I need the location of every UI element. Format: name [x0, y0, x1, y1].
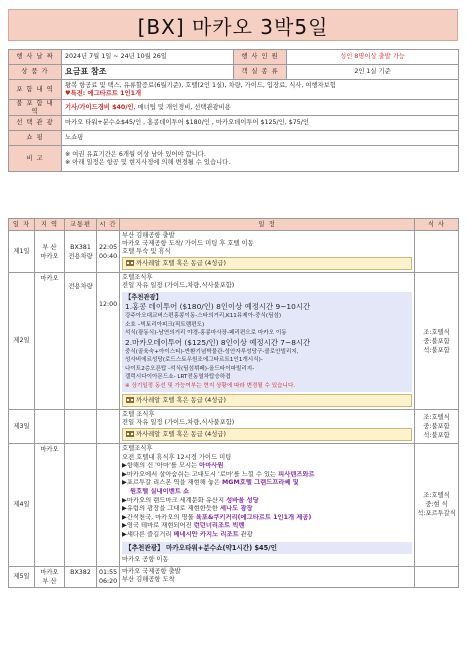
remark-line: ※ 여권 유효기간은 6개월 이상 남아 있어야 합니다. — [65, 151, 206, 158]
itinerary-cell — [120, 410, 415, 444]
meal-lunch: 중:불포함 — [423, 337, 450, 345]
itinerary-line: 전일 자유 일정 (가이드,차량,식사불포함) — [122, 419, 235, 426]
product-label: 상 품 가 — [9, 65, 62, 80]
region: 마카오 — [40, 252, 59, 260]
col-day: 일 자 — [9, 219, 35, 231]
region: 부 산 — [42, 243, 57, 251]
sight-text: ▶섀다른 즐길거리 — [122, 530, 174, 538]
include-special: ♥특전: 에그타르트 1인1개 — [65, 89, 142, 97]
col-region: 지 역 — [35, 219, 65, 231]
meal-lunch: 중:현 식 — [425, 501, 448, 509]
col-meal: 식 사 — [415, 219, 459, 231]
sight-text: 관광 — [238, 530, 253, 538]
min-value: 성인 8명이상 출발 가능 — [287, 50, 459, 65]
include-value — [62, 80, 459, 100]
itinerary-line: 마카오 공항 이동 — [122, 556, 169, 564]
sight-line — [122, 505, 412, 514]
region-cell — [35, 410, 65, 444]
guide-fee: 기사/가이드경비 $40/인 — [65, 103, 134, 111]
meal-cell — [415, 273, 459, 410]
sight-line — [122, 497, 412, 506]
option-detail: 갤럭시다이아몬드쇼- LRT전동열차탑승하겹 — [125, 374, 231, 380]
time-cell — [97, 231, 120, 273]
day-cell: 제5일 — [9, 566, 35, 587]
option-detail: 소호 –빅토리아피크(픽트램편도) — [125, 321, 205, 328]
meal-cell — [415, 231, 459, 273]
sight-line — [122, 462, 412, 471]
region: 부 산 — [42, 577, 57, 585]
exclude-value — [62, 100, 459, 116]
sight-line — [122, 531, 412, 540]
col-itinerary: 일 정 — [120, 219, 415, 231]
itinerary-cell — [120, 273, 415, 410]
sight-line — [122, 522, 412, 531]
schedule-header — [9, 219, 459, 231]
sight-text: ▶포르투갈 리스본 역을 재현해 놓은 — [122, 479, 223, 487]
page-title: [BX] 마카오 3박5일 — [8, 9, 458, 41]
meal-cell — [415, 566, 459, 587]
region: 마카오 — [40, 568, 59, 576]
schedule-table — [8, 218, 459, 588]
option-detail: 석식(광동식)-남연의거리 야경-홍콩마사장-페리편으로 마카오 이동 — [125, 330, 287, 336]
recommended-tour-box: 【추천관광】 마카오타워+분수쇼(약1시간) $45/인 — [122, 542, 412, 555]
itinerary-cell — [120, 444, 415, 567]
sight-text: ▶영국 테마로 재현되어진 — [122, 522, 194, 530]
day-cell: 제4일 — [9, 444, 35, 567]
itinerary-line: 마카오 국제공항 출발 — [122, 567, 181, 575]
option-title: 【추천관광】 — [125, 294, 162, 301]
option-label: 선 택 관 광 — [9, 116, 62, 131]
hotel-box — [122, 394, 412, 407]
day-cell: 제1일 — [9, 231, 35, 273]
itinerary-line: 호텔조식후 — [122, 274, 153, 281]
meal-lunch: 중:불포함 — [423, 423, 450, 430]
itinerary-line: 마카오 국제공항 도착/ 가이드 미팅 후 호텔 이동 — [122, 240, 254, 247]
option-detail: 강주아오대교버스편홍콩이동-스타의거리,K11뮤제아-중식(딤섬) — [125, 313, 282, 319]
sight-highlight: 아마사원 — [199, 462, 224, 470]
shopping-value: 노쇼핑 — [62, 131, 459, 146]
itinerary-line: 부산 김해공항 출발 — [122, 232, 175, 239]
table-row — [9, 444, 459, 567]
sight-text: ▶유럽의 광장을 그대로 재현한듯한 — [122, 505, 221, 513]
time-cell — [97, 410, 120, 444]
hotel-box — [122, 257, 412, 270]
sight-highlight: 원호텔 실내이벤트 쇼 — [130, 487, 190, 495]
vehicle: 전용차량 — [68, 252, 93, 260]
table-row — [9, 566, 459, 587]
sight-highlight: 피사덴즈와르 — [278, 470, 315, 478]
transport-cell — [65, 444, 97, 567]
day-cell: 제2일 — [9, 273, 35, 410]
time-cell — [97, 444, 120, 567]
itinerary-line: 호텔 조식후 — [122, 411, 155, 418]
meal-dinner: 석:불포함 — [423, 346, 450, 354]
sight-highlight: 세나도 광장 — [220, 505, 253, 513]
sight-line — [122, 514, 412, 523]
region-cell: 마카오 — [35, 273, 65, 410]
sight-text: ▶마카오에서 살아숨쉬는 고대도시 '로마'를 느낄 수 있는 — [122, 470, 279, 478]
shopping-label: 쇼 핑 — [9, 131, 62, 146]
transport-cell: 전용차량 — [65, 273, 97, 410]
option-tour-1: 1.홍콩 데이투어 ($180/인) 8인이상 예정시간 9~10시간 — [125, 302, 311, 311]
option-detail: 나이트2층오픈탑 -석식(딤섬뷔페)-올드타이파빌리지- — [125, 365, 255, 372]
time: 00:40 — [99, 252, 118, 260]
option-tour-2: 2.마카오데이투어 ($125/인) 8인이상 예정시간 7~8시간 — [125, 337, 311, 347]
itinerary-line: 부산 김해공항 도착 — [122, 575, 175, 583]
hotel-icon — [126, 396, 134, 403]
flight: BX381 — [70, 243, 91, 251]
transport-cell — [65, 410, 97, 444]
exclude-rest: , 매너팁 및 개인경비, 선택관광비용 — [133, 103, 231, 111]
recommended-tour-box — [122, 292, 412, 392]
transport-cell — [65, 231, 97, 273]
col-time: 시 간 — [97, 219, 120, 231]
sight-highlight: 성바울 성당 — [226, 496, 259, 504]
itinerary-cell — [120, 566, 415, 587]
include-label: 포 함 내 역 — [9, 80, 62, 100]
info-table — [8, 49, 459, 172]
sight-highlight: 육포&쿠키거리(에그타르트 1인1개 제공) — [195, 513, 312, 521]
meal-breakfast: 조:호텔식 — [423, 328, 450, 336]
remark-value — [62, 146, 459, 172]
period-label: 행 사 날 짜 — [9, 50, 62, 65]
time: 01:55 — [99, 568, 118, 576]
meal-breakfast: 조:호텔식 — [423, 414, 450, 421]
hotel-name: 까사레알 호텔 혹은 동급 (4성급) — [136, 260, 226, 267]
sight-text: ▶마카오의 랜드마크 세계문화 유산지 — [122, 496, 227, 504]
sight-highlight: 베네시안 카지노 리조트 — [173, 530, 239, 538]
meal-dinner: 석:포르투갈식 — [417, 510, 456, 518]
region-cell — [35, 231, 65, 273]
table-row — [9, 410, 459, 444]
table-row — [9, 273, 459, 410]
time: 22:05 — [99, 243, 118, 251]
itinerary-line: 오전 호텔내 휴식후 12시경 가이드 미팅 — [122, 453, 232, 461]
meal-dinner: 석:불포함 — [423, 432, 450, 439]
time: 06:20 — [99, 577, 118, 585]
sight-line — [122, 479, 412, 488]
table-row — [9, 231, 459, 273]
region-cell: 마카오 — [35, 444, 65, 567]
option-note: ※ 상기일정 동선 및 가능여부는 현지 상황에 따라 변경될 수 있습니다. — [125, 382, 296, 389]
include-line: 왕복 항공료 및 택스, 유류할증료(6월기준), 호텔(2인 1실), 차량, 가이드, 입장료, 식사, 여행자보험 — [65, 82, 336, 89]
col-transport: 교통편 — [65, 219, 97, 231]
meal-cell — [415, 444, 459, 567]
period-value: 2024년 7월 1일 ~ 24년 10월 26일 — [62, 50, 234, 65]
hotel-icon — [126, 430, 134, 437]
option-detail: 성사비에르성당(로드스토우원조에그타르트1인1개시식)- — [125, 357, 263, 363]
itinerary-line: 호텔조식후 — [122, 445, 153, 452]
remark-line: ※ 아래 일정은 항공 및 현지사정에 의해 변경될 수 있습니다. — [65, 158, 231, 166]
option-detail: 중식(골육숙+아이스티)-반환기념박물관-성안자루성당구-콜로안빌리지, — [125, 348, 299, 355]
transport-cell: BX382 — [65, 566, 97, 587]
day-cell: 제3일 — [9, 410, 35, 444]
room-value: 2인 1실 기준 — [287, 65, 459, 80]
meal-cell — [415, 410, 459, 444]
min-label: 행 사 인 원 — [234, 50, 287, 65]
exclude-label: 불 포 함 내 역 — [9, 100, 62, 116]
option-value: 마카오 타워+분수쇼$45/인 , 홍콩데이투어 $180/인 , 마카오데이투어 $125/인, $75/인 — [62, 116, 459, 131]
sight-text: ▶항해의 신 '아마'를 모시는 — [122, 462, 200, 470]
remark-label: 비 고 — [9, 146, 62, 172]
sight-highlight: MGM호텔 그랜드프라쎄 및 — [222, 479, 299, 487]
sight-text: ▶간식천국, 마카오의 명물 — [122, 513, 196, 521]
meal-breakfast: 조:호텔식 — [423, 492, 450, 500]
hotel-box — [122, 428, 412, 441]
sight-line — [122, 471, 412, 480]
region-cell — [35, 566, 65, 587]
itinerary-line: 전일 자유 일정 (가이드,차량,식사불포함) — [122, 282, 235, 289]
itinerary-line: 호텔 투숙 및 휴식 — [122, 248, 171, 255]
time-cell — [97, 566, 120, 587]
room-label: 객 실 종 류 — [234, 65, 287, 80]
sight-highlight: 런던너리조트 빅벤 — [193, 522, 245, 530]
hotel-name: 까사레알 호텔 혹은 동급 (4성급) — [136, 431, 226, 438]
product-value: 요금표 참조 — [62, 65, 234, 80]
hotel-icon — [126, 259, 134, 266]
itinerary-cell — [120, 231, 415, 273]
time-cell: 12:00 — [97, 273, 120, 410]
hotel-name: 까사레알 호텔 혹은 동급 (4성급) — [136, 397, 226, 404]
